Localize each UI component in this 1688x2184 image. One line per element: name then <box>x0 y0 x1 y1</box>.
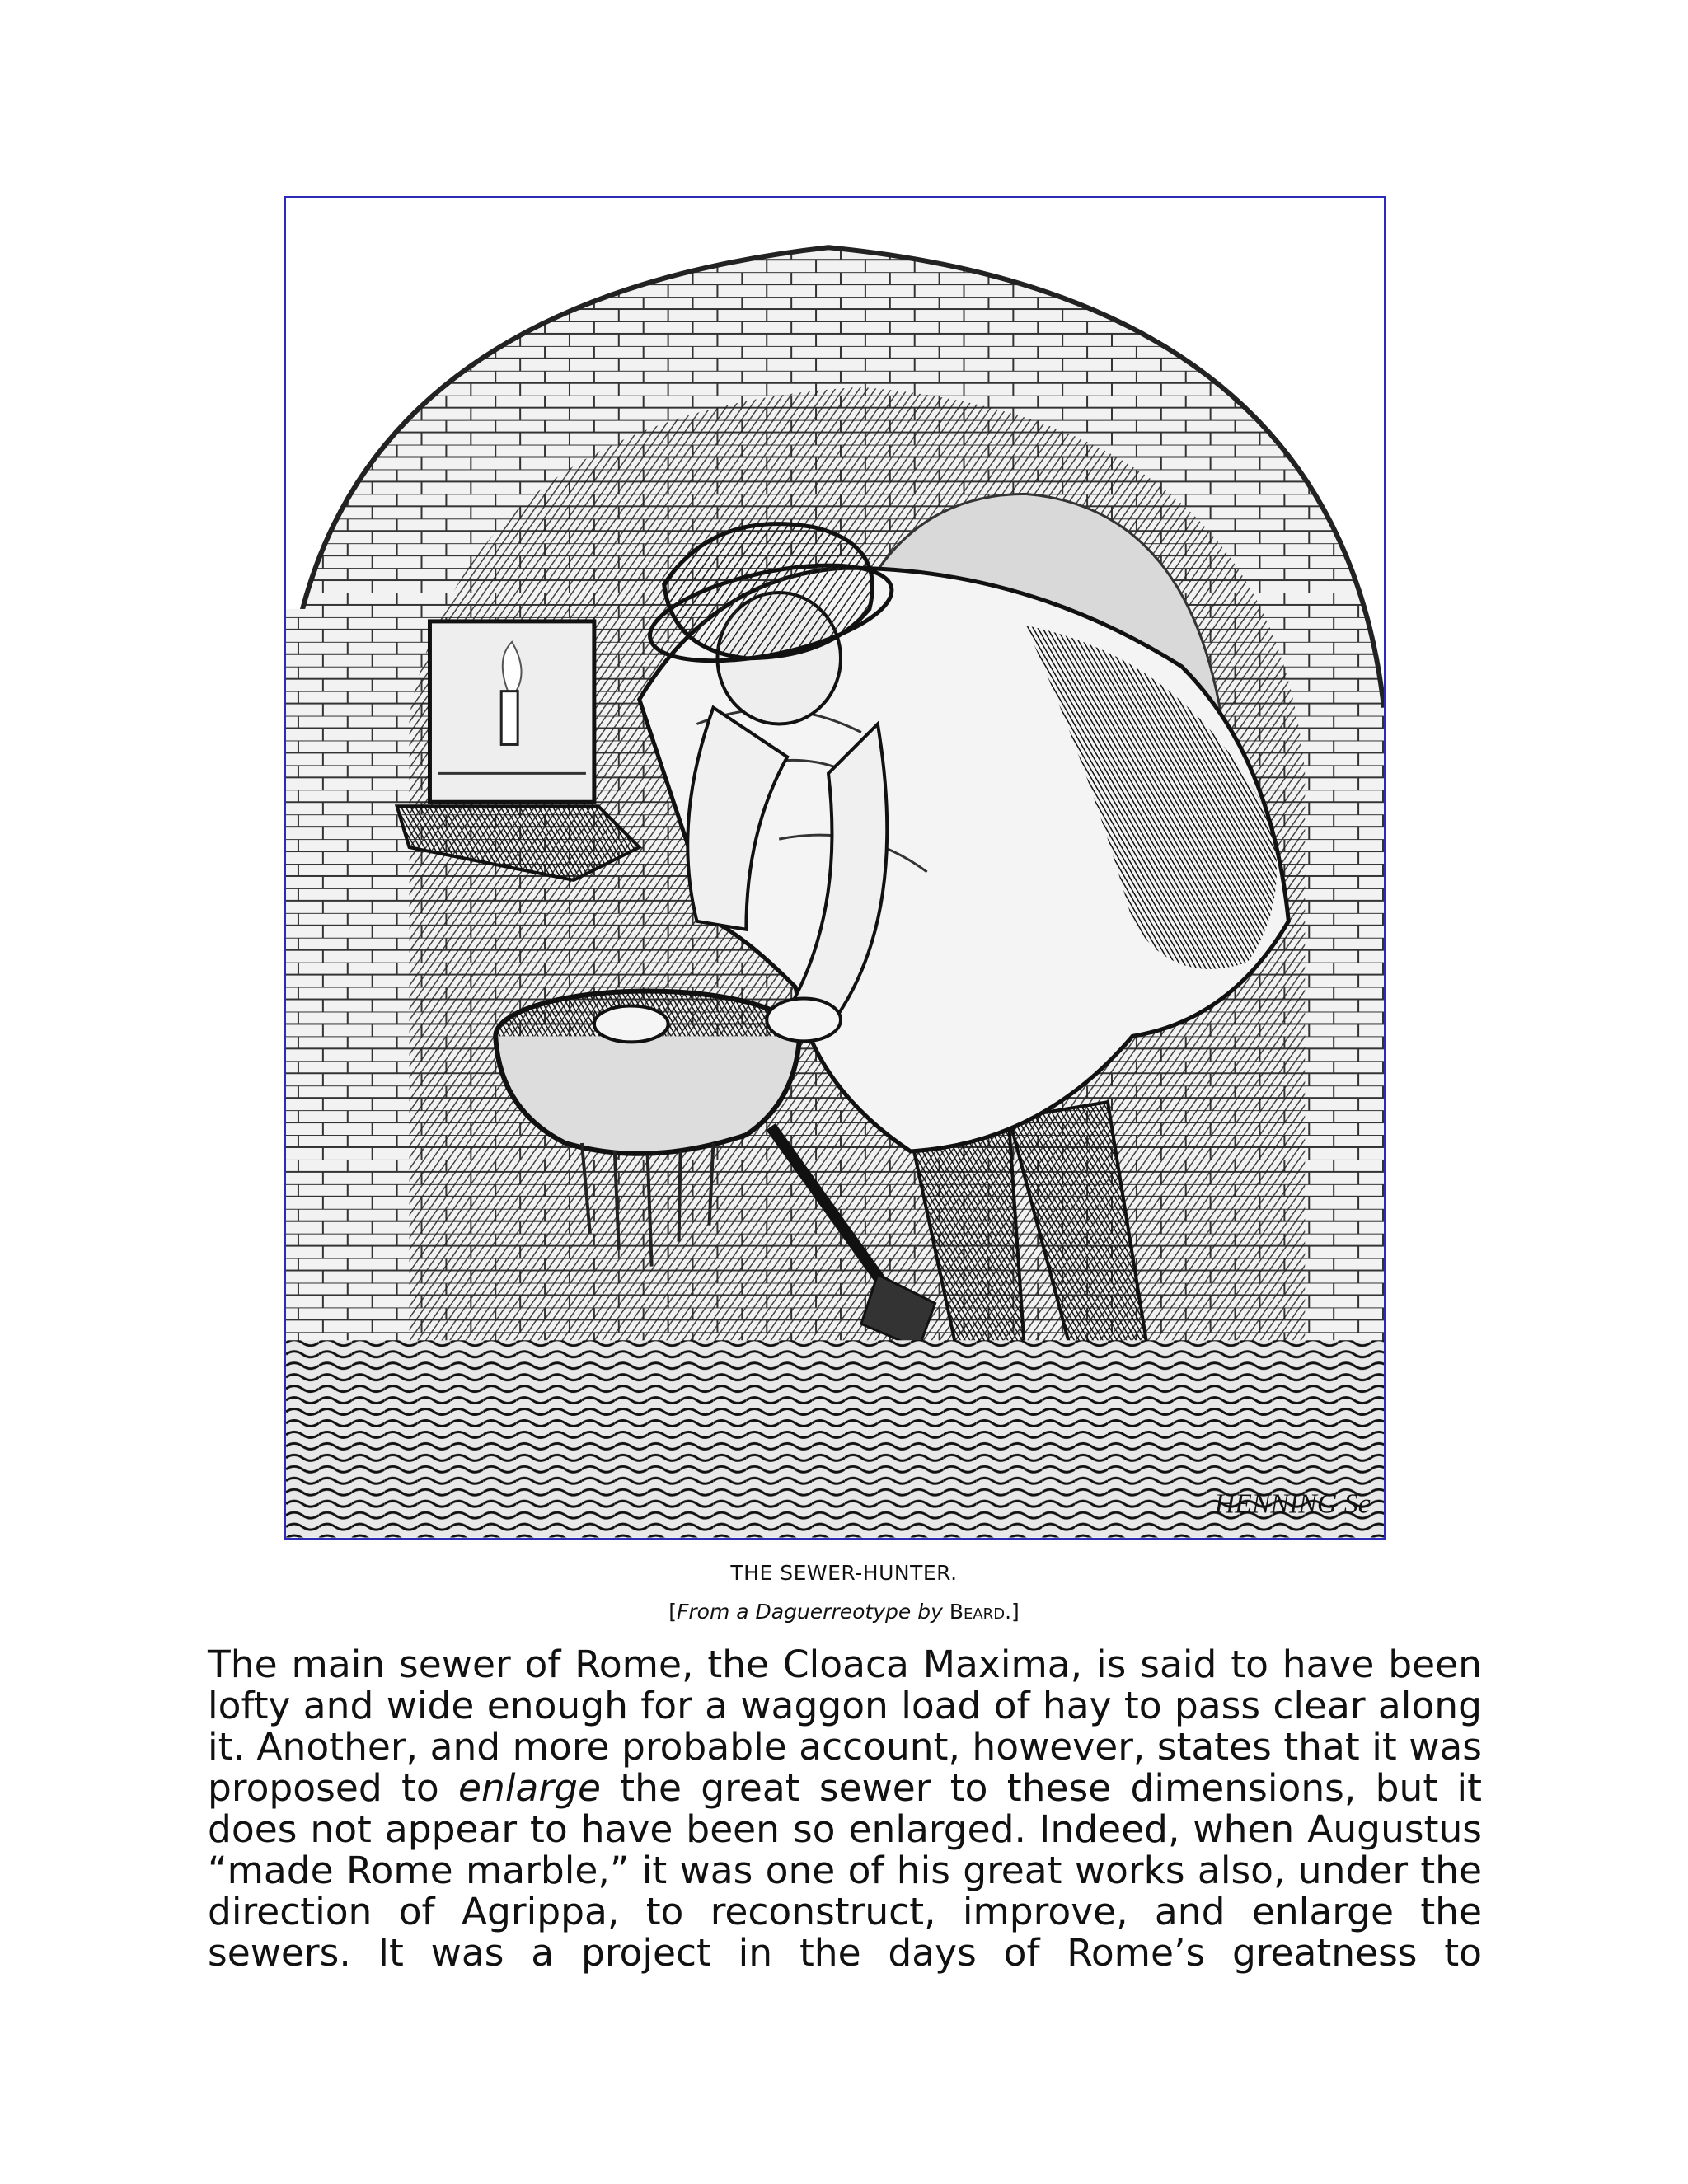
lantern <box>429 621 593 802</box>
engraver-signature: HENNING Sc <box>1214 1488 1371 1520</box>
figure-credit <box>0 1600 1688 1624</box>
credit-artist: Beard <box>949 1600 1006 1624</box>
sewer-hunter-engraving <box>286 198 1384 1538</box>
figure-caption-title: THE SEWER-HUNTER. <box>730 1561 958 1585</box>
body-paragraph <box>208 1644 1482 1974</box>
credit-open-bracket: [ <box>668 1600 677 1624</box>
credit-close: .] <box>1005 1600 1020 1624</box>
body-text-part-2: the great sewer to these dimensions, but it does not appear to have been so enlarged. Indeed, when Augustus “made Rome marble,” it was one of his great works also, under the direction of Agrippa, to reconstruct, improve, and enlarge the sewers. It was a project in the days of Rome’s greatness to <box>208 1766 1482 1975</box>
body-text-emphasis: enlarge <box>458 1766 601 1810</box>
body-text-part-1: The main sewer of Rome, the Cloaca Maxima, is said to have been lofty and wide enough for a waggon load of hay to pass clear along it. Another, and more probable account, however, states that it was proposed to <box>208 1643 1482 1810</box>
credit-source: From a Daguerreotype by <box>677 1600 943 1624</box>
illustration-frame <box>284 196 1386 1540</box>
